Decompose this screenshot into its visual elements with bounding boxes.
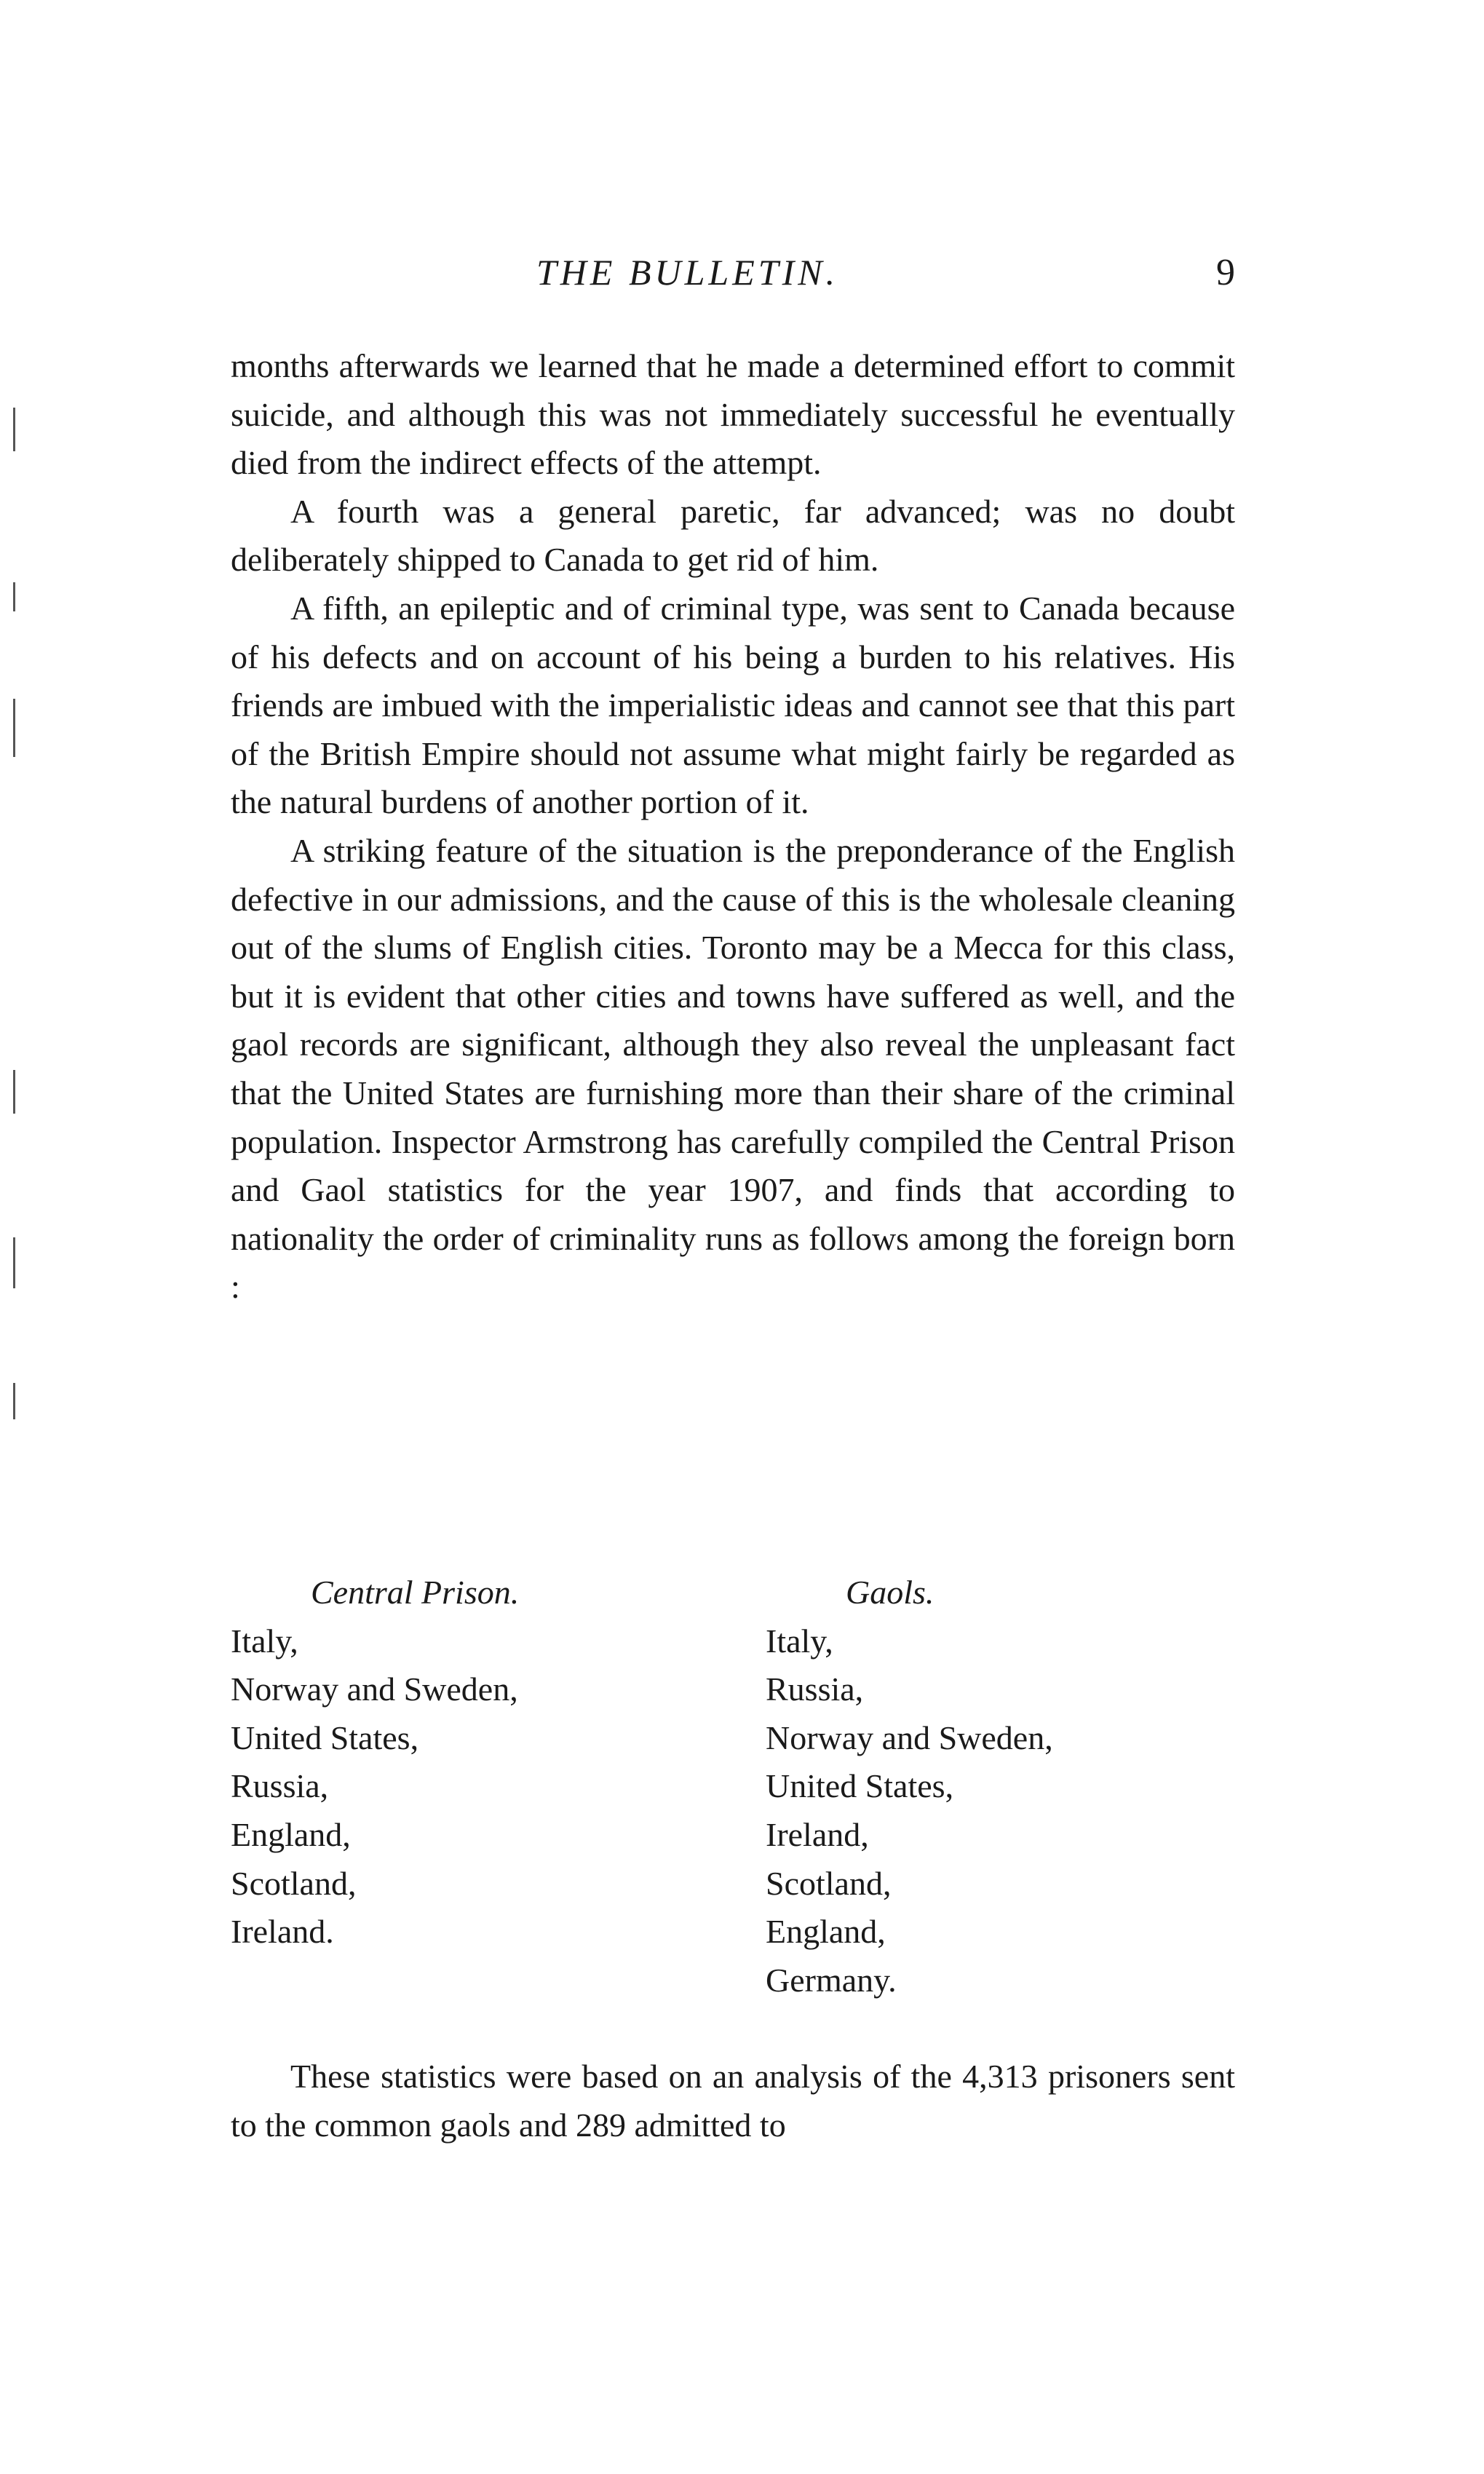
list-item: Russia, [231, 1767, 329, 1805]
margin-mark [13, 1383, 15, 1419]
list-item: England, [766, 1913, 886, 1951]
list-item: Norway and Sweden, [231, 1670, 518, 1708]
list-item: Germany. [766, 1961, 897, 1999]
list-item: Norway and Sweden, [766, 1718, 1053, 1756]
list-item: Italy, [766, 1622, 833, 1660]
margin-mark [13, 1070, 15, 1114]
margin-mark [13, 1237, 15, 1288]
gaols-column [766, 1569, 1231, 2005]
closing-text [231, 2053, 1235, 2149]
scan-margin-marks [0, 0, 29, 2474]
column-heading: Central Prison. [311, 1574, 520, 1611]
list-item: United States, [766, 1767, 954, 1805]
paragraph: months afterwards we learned that he made a determined effort to commit suicide, and although this was not immediately successful he eventually died from the indirect effects of the attempt. [231, 347, 1235, 482]
margin-mark [13, 582, 15, 611]
ranking-list [766, 1617, 1231, 2005]
central-prison-column [231, 1569, 740, 1956]
paragraph: These statistics were based on an analysis of the 4,313 prisoners sent to the common gaols and 289 admitted to [231, 2058, 1235, 2144]
column-heading: Gaols. [846, 1574, 935, 1611]
list-item: Italy, [231, 1622, 298, 1660]
list-item: Scotland, [766, 1864, 892, 1902]
page-number: 9 [1216, 252, 1235, 293]
margin-mark [13, 699, 15, 757]
paragraph: A fourth was a general paretic, far advanced; was no doubt deliberately shipped to Canada to get rid of him. [231, 492, 1235, 579]
list-item: Ireland. [231, 1913, 334, 1951]
running-title: THE BULLETIN. [536, 252, 839, 293]
margin-mark [13, 408, 15, 451]
list-item: England, [231, 1815, 351, 1853]
list-item: Ireland, [766, 1815, 869, 1853]
paragraph: A striking feature of the situation is the preponderance of the English defective in our admissions, and the cause of this is the wholesale cleaning out of the slums of English cities. Toronto may be a Mecca for this class, but it is evident that other cities and towns have suffered as well, and the gaol records are significant, although they also reveal the unpleasant fact that the United States are furnishing more than their share of the criminal population. Inspector Armstrong has carefully compiled the Central Prison and Gaol statistics for the year 1907, and finds that according to nationality the order of criminality runs as follows among the foreign born : [231, 831, 1235, 1306]
body-text [231, 342, 1235, 1312]
paragraph: A fifth, an epileptic and of criminal type, was sent to Canada because of his defects and on account of his being a burden to his relatives. His friends are imbued with the imperialistic ideas and cannot see that this part of the British Empire should not assume what might fairly be regarded as the natural burdens of another portion of it. [231, 589, 1235, 821]
list-item: United States, [231, 1718, 419, 1756]
list-item: Scotland, [231, 1864, 357, 1902]
ranking-list [231, 1617, 740, 1956]
running-head [231, 251, 1235, 302]
list-item: Russia, [766, 1670, 864, 1708]
